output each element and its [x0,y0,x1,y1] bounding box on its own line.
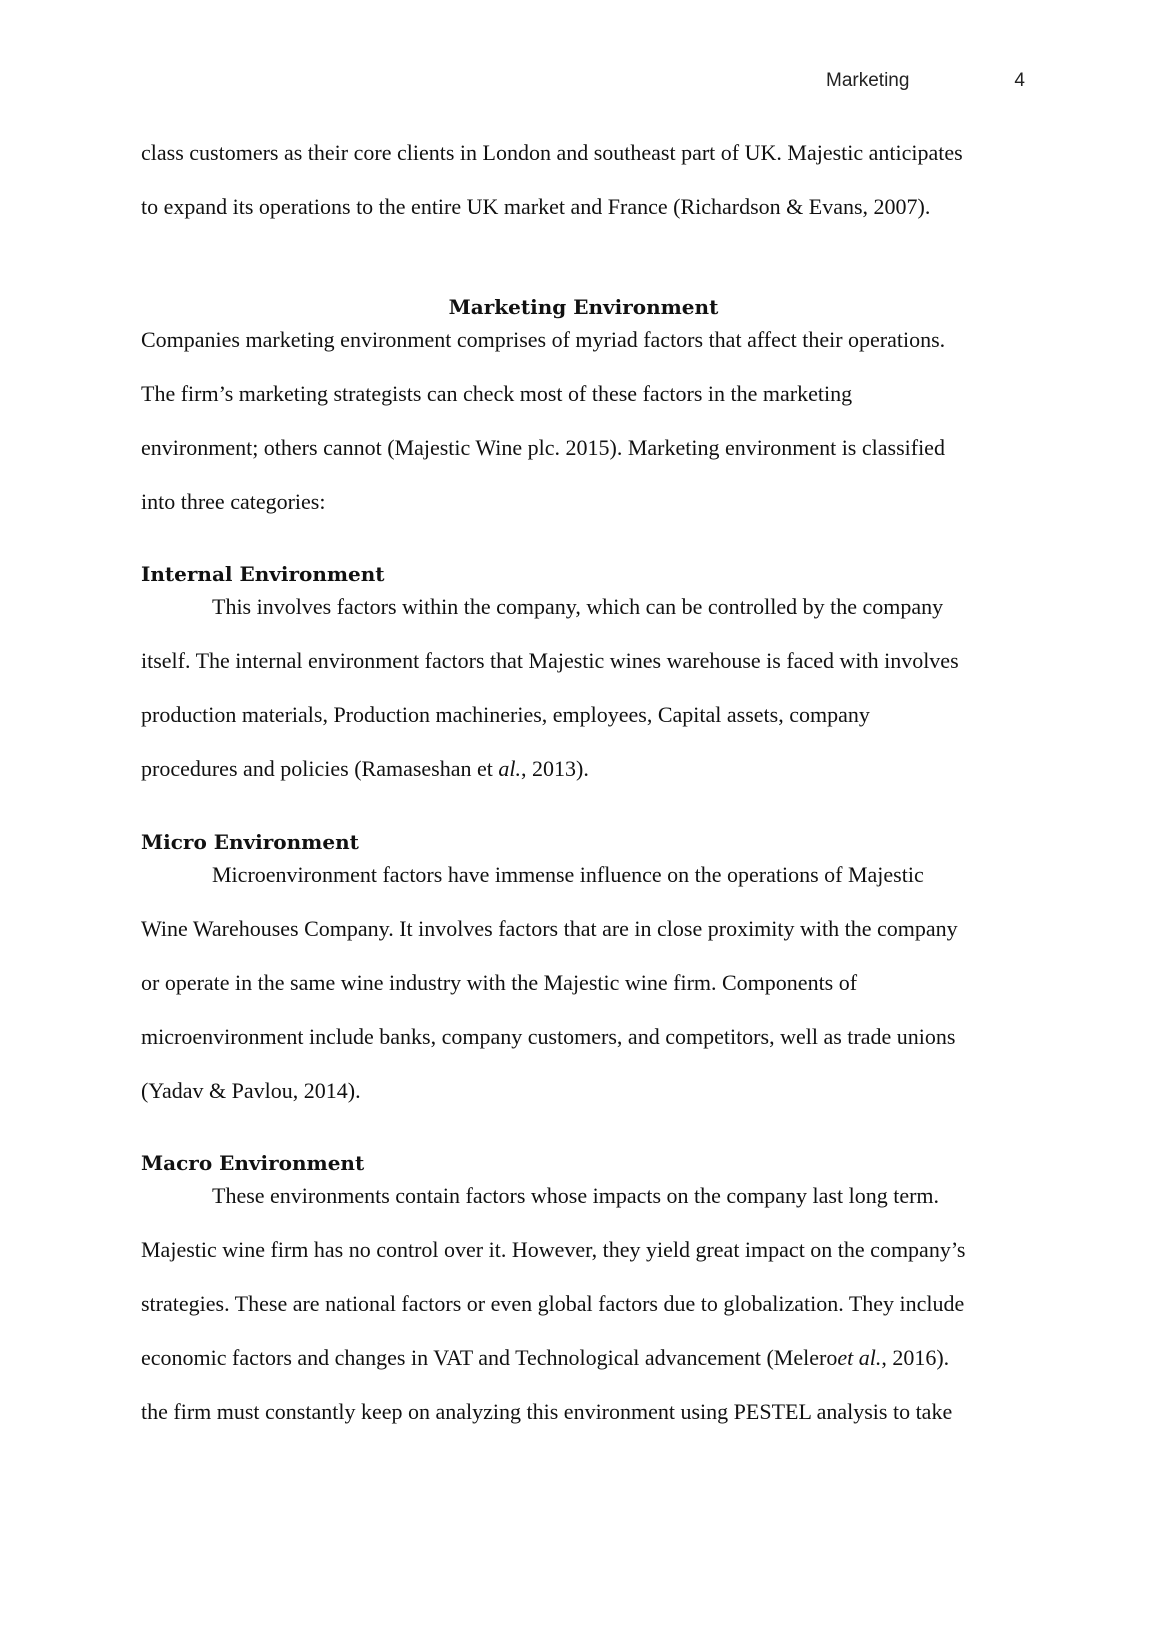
marketing-environment-paragraph [141,313,1026,529]
section-heading-micro-environment: Micro Environment [141,830,359,854]
text-line: environment; others cannot (Majestic Wine plc. 2015). Marketing environment is classified [141,435,945,460]
running-head [780,70,1025,96]
citation-text: , 2013). [521,756,589,781]
text-line [141,742,1026,796]
text-line: to expand its operations to the entire UK market and France (Richardson & Evans, 2007). [141,194,931,219]
running-head-title: Marketing [826,70,910,91]
text-line: strategies. These are national factors or even global factors due to globalization. They include [141,1291,965,1316]
citation-text: procedures and policies (Ramaseshan et [141,756,499,781]
text-line: These environments contain factors whose impacts on the company last long term. [212,1183,940,1208]
text-line: microenvironment include banks, company customers, and competitors, well as trade unions [141,1024,956,1049]
text-line: (Yadav & Pavlou, 2014). [141,1078,361,1103]
text-line: Majestic wine firm has no control over it. However, they yield great impact on the company’s [141,1237,966,1262]
section-heading-internal-environment: Internal Environment [141,562,385,586]
page-number: 4 [1014,70,1025,91]
text-line [141,1331,1026,1385]
section-heading-macro-environment: Macro Environment [141,1151,365,1175]
text-line: class customers as their core clients in London and southeast part of UK. Majestic anticipates [141,140,963,165]
text-line: Companies marketing environment comprises of myriad factors that affect their operations. [141,327,946,352]
text-line: The firm’s marketing strategists can check most of these factors in the marketing [141,381,853,406]
internal-environment-paragraph [141,580,1026,796]
citation-text: , 2016). [881,1345,950,1370]
text-line: Microenvironment factors have immense influence on the operations of Majestic [212,862,924,887]
intro-paragraph [141,126,1026,234]
micro-environment-paragraph [141,848,1026,1118]
text-line: the firm must constantly keep on analyzing this environment using PESTEL analysis to take [141,1399,953,1424]
text-line: Wine Warehouses Company. It involves factors that are in close proximity with the company [141,916,958,941]
text-line: or operate in the same wine industry with the Majestic wine firm. Components of [141,970,858,995]
text-line: This involves factors within the company, which can be controlled by the company [212,594,944,619]
text-line: into three categories: [141,489,326,514]
citation-italic: al. [498,756,521,781]
citation-text: economic factors and changes in VAT and Technological advancement (Melero [141,1345,838,1370]
text-line: production materials, Production machineries, employees, Capital assets, company [141,702,870,727]
macro-environment-paragraph [141,1169,1026,1439]
section-heading-marketing-environment: Marketing Environment [448,295,719,319]
citation-italic: et al. [837,1345,882,1370]
text-line: itself. The internal environment factors that Majestic wines warehouse is faced with involves [141,648,959,673]
